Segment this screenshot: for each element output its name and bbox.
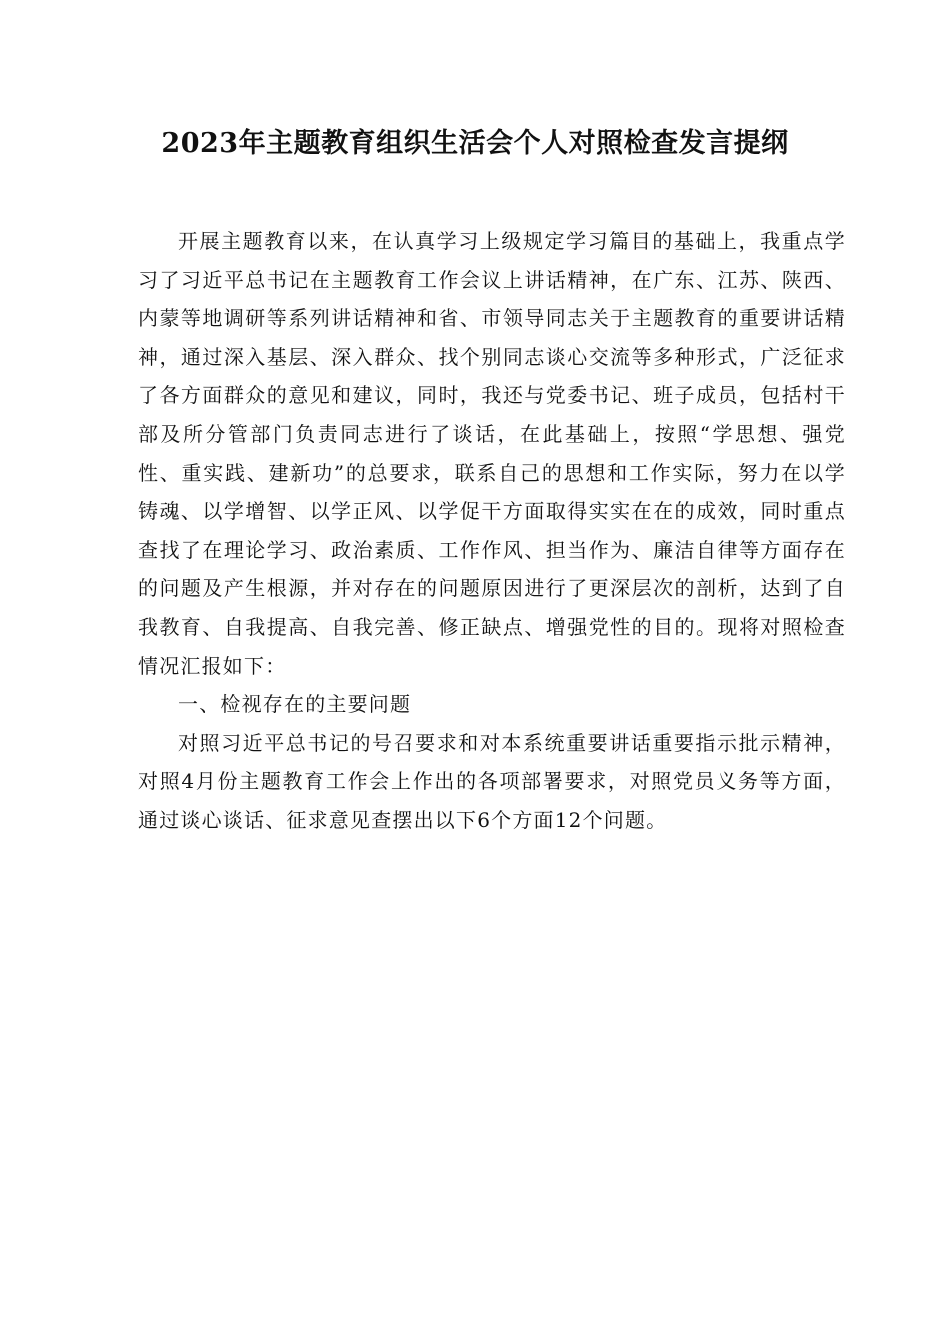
section-heading-1: 一、检视存在的主要问题 xyxy=(178,692,412,717)
paragraph-intro: 开展主题教育以来，在认真学习上级规定学习篇目的基础上，我重点学习了习近平总书记在主题教育工作会议上讲话精神，在广东、江苏、陕西、内蒙等地调研等系列讲话精神和省、市领导同志关于主题教育的重要讲话精神，通过深入基层、深入群众、找个别同志谈心交流等多种形式，广泛征求了各方面群众的意见和建议，同时，我还与党委书记、班子成员，包括村干部及所分管部门负责同志进行了谈话，在此基础上，按照“学思想、强党性、重实践、建新功”的总要求，联系自己的思想和工作实际，努力在以学铸魂、以学增智、以学正风、以学促干方面取得实实在在的成效，同时重点查找了在理论学习、政治素质、工作作风、担当作为、廉洁自律等方面存在的问题及产生根源，并对存在的问题原因进行了更深层次的剖析，达到了自我教育、自我提高、自我完善、修正缺点、增强党性的目的。现将对照检查情况汇报如下： xyxy=(138,229,846,678)
paragraph-section-1: 对照习近平总书记的号召要求和对本系统重要讲话重要指示批示精神，对照4月份主题教育工作会上作出的各项部署要求，对照党员义务等方面，通过谈心谈话、征求意见查摆出以下6个方面12个问题。 xyxy=(138,730,846,832)
document-title: 2023年主题教育组织生活会个人对照检查发言提纲 xyxy=(161,128,789,159)
document-body xyxy=(138,222,846,840)
